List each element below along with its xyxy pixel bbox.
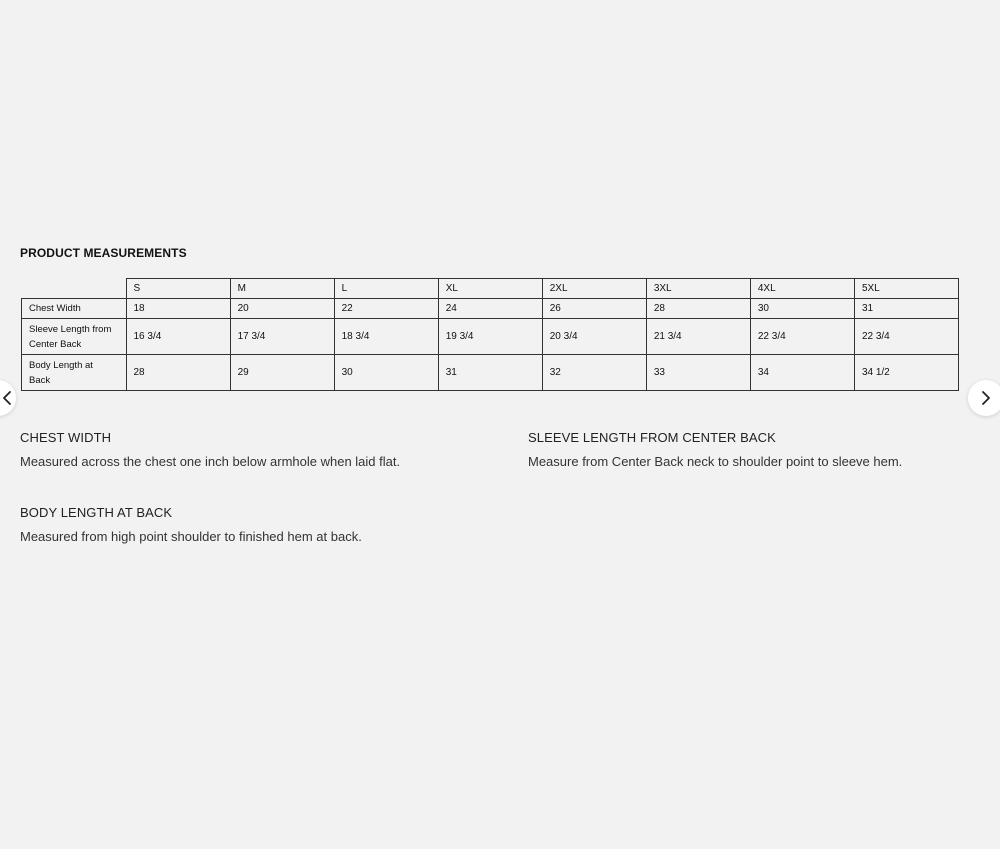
table-cell: 17 3/4 (230, 319, 334, 355)
definition-title: SLEEVE LENGTH FROM CENTER BACK (528, 430, 776, 445)
table-row-chest-width (22, 299, 959, 319)
size-header-s: S (126, 279, 230, 299)
definition-text: Measured from high point shoulder to finished hem at back. (20, 529, 362, 544)
row-label-sleeve-length (22, 319, 127, 355)
size-header-l: L (334, 279, 438, 299)
row-label-line: Sleeve Length from (29, 323, 112, 335)
table-cell: 29 (230, 355, 334, 391)
table-cell: 34 (750, 355, 854, 391)
table-row-sleeve-length (22, 319, 959, 355)
table-cell: 22 (334, 299, 438, 319)
carousel-next-button[interactable] (968, 380, 1000, 416)
row-label-body-length (22, 355, 127, 391)
table-cell: 18 (126, 299, 230, 319)
table-cell: 19 3/4 (438, 319, 542, 355)
carousel-prev-button[interactable] (0, 380, 16, 416)
definition-body-length (20, 505, 362, 544)
table-cell: 30 (334, 355, 438, 391)
row-label-chest-width: Chest Width (22, 299, 127, 319)
table-corner-cell (22, 279, 127, 299)
size-header-xl: XL (438, 279, 542, 299)
table-cell: 31 (854, 299, 958, 319)
row-label-line: Center Back (29, 338, 82, 350)
size-header-5xl: 5XL (854, 279, 958, 299)
chevron-left-icon (2, 390, 12, 406)
table-row-body-length (22, 355, 959, 391)
size-chart-table (21, 278, 959, 391)
size-header-2xl: 2XL (542, 279, 646, 299)
table-cell: 22 3/4 (750, 319, 854, 355)
table-cell: 16 3/4 (126, 319, 230, 355)
table-cell: 34 1/2 (854, 355, 958, 391)
table-cell: 31 (438, 355, 542, 391)
table-cell: 20 3/4 (542, 319, 646, 355)
definition-text: Measure from Center Back neck to shoulder point to sleeve hem. (528, 454, 903, 469)
table-cell: 18 3/4 (334, 319, 438, 355)
row-label-line: Back (29, 374, 51, 386)
table-cell: 32 (542, 355, 646, 391)
definition-text: Measured across the chest one inch below armhole when laid flat. (20, 454, 401, 469)
measurements-heading: PRODUCT MEASUREMENTS (20, 246, 187, 260)
chevron-right-icon (981, 390, 991, 406)
definition-chest-width (20, 430, 400, 469)
table-cell: 24 (438, 299, 542, 319)
row-label-line: Body Length at (29, 359, 93, 371)
size-header-m: M (230, 279, 334, 299)
size-header-row (22, 279, 959, 299)
definition-title: BODY LENGTH AT BACK (20, 505, 173, 520)
table-cell: 26 (542, 299, 646, 319)
size-header-4xl: 4XL (750, 279, 854, 299)
table-cell: 21 3/4 (646, 319, 750, 355)
definition-sleeve-length (528, 430, 902, 469)
table-cell: 28 (126, 355, 230, 391)
table-cell: 30 (750, 299, 854, 319)
table-cell: 22 3/4 (854, 319, 958, 355)
table-cell: 33 (646, 355, 750, 391)
table-cell: 28 (646, 299, 750, 319)
size-header-3xl: 3XL (646, 279, 750, 299)
table-cell: 20 (230, 299, 334, 319)
definition-title: CHEST WIDTH (20, 430, 112, 445)
